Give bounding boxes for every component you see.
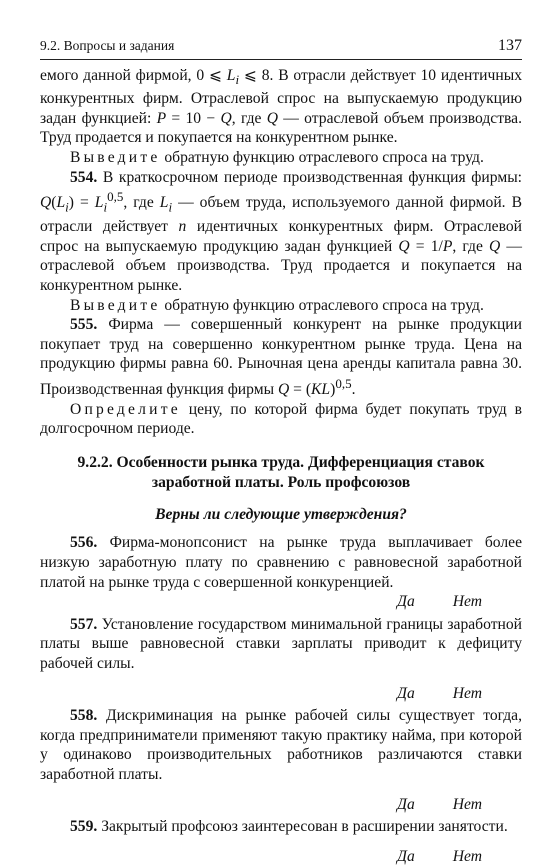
- running-header: [40, 36, 522, 60]
- problem-554: 554. В краткосрочном периоде производственная функция фирмы: $Q(L_i) = L_i^{0,5}$, где $L_i$ — объем труда, используемого данной фирмой. В отрасли действует n идентичных конкурентных фирм. Отраслевой спрос на выпускаемую продукцию задан функцией Q = 1/P, где Q — отраслевой объем производства. Труд продается и покупается на конкурентном рынке.: [40, 168, 522, 294]
- problem-553-continuation: емого данной фирмой, 0 ⩽ $L_i$ ⩽ 8. В отрасли действует 10 идентичных конкурентных фирм. Отраслевой спрос на выпускаемую продукцию задан функцией: P = 10 − Q, где Q — отраслевой объем производства. Труд продается и покупается на конкурентном рынке.: [40, 66, 522, 147]
- question-557: 557. Установление государством минимальной границы заработной платы выше равновесной ставки зарплаты приводит к дефициту рабочей силы.: [40, 615, 522, 673]
- problem-number: 555.: [70, 316, 98, 334]
- question-number: 557.: [70, 615, 98, 633]
- answer-no: Нет: [452, 847, 482, 865]
- answer-yes: Да: [397, 684, 415, 702]
- header-section-title: 9.2. Вопросы и задания: [40, 38, 175, 53]
- answer-options-556: [40, 592, 522, 612]
- page-number: 137: [498, 37, 522, 54]
- problem-553-task: Выведите обратную функцию отраслевого спроса на труд.: [70, 149, 484, 167]
- questions-heading: Верны ли следующие утверждения?: [155, 505, 407, 523]
- answer-options-557: [40, 684, 522, 704]
- question-number: 558.: [70, 707, 98, 725]
- answer-no: Нет: [452, 795, 482, 813]
- answer-yes: Да: [397, 847, 415, 865]
- answer-options-559: [40, 847, 522, 866]
- answer-yes: Да: [397, 593, 415, 611]
- answer-options-558: [40, 795, 522, 815]
- question-number: 559.: [70, 818, 98, 836]
- answer-no: Нет: [452, 593, 482, 611]
- question-number: 556.: [70, 534, 98, 552]
- question-558: 558. Дискриминация на рынке рабочей силы существует тогда, когда предприниматели применяют такую практику найма, при которой у одинаково производительных работников различаются ставки заработной платы.: [40, 707, 522, 783]
- question-559: 559. Закрытый профсоюз заинтересован в расширении занятости.: [70, 818, 508, 836]
- problem-number: 554.: [70, 168, 98, 186]
- problem-554-task: Выведите обратную функцию отраслевого спроса на труд.: [70, 296, 484, 314]
- answer-yes: Да: [397, 795, 415, 813]
- question-556: 556. Фирма-монопсонист на рынке труда выплачивает более низкую заработную плату по сравнению с равновесной заработной платой на рынке труда с совершенной конкуренцией.: [40, 534, 522, 591]
- problem-555: 555. Фирма — совершенный конкурент на рынке продукции покупает труд на совершенно конкурентном рынке труда. Цена на продукцию фирмы равна 60. Рыночная цена аренды капитала равна 30. Производственная функция фирмы Q = (KL)$^{0,5}$.: [40, 316, 522, 399]
- section-heading: 9.2.2. Особенности рынка труда. Дифференциация ставок заработной платы. Роль профсоюзов: [77, 453, 485, 491]
- answer-no: Нет: [452, 684, 482, 702]
- problem-555-task: Определите цену, по которой фирма будет покупать труд в долгосрочном периоде.: [40, 400, 522, 438]
